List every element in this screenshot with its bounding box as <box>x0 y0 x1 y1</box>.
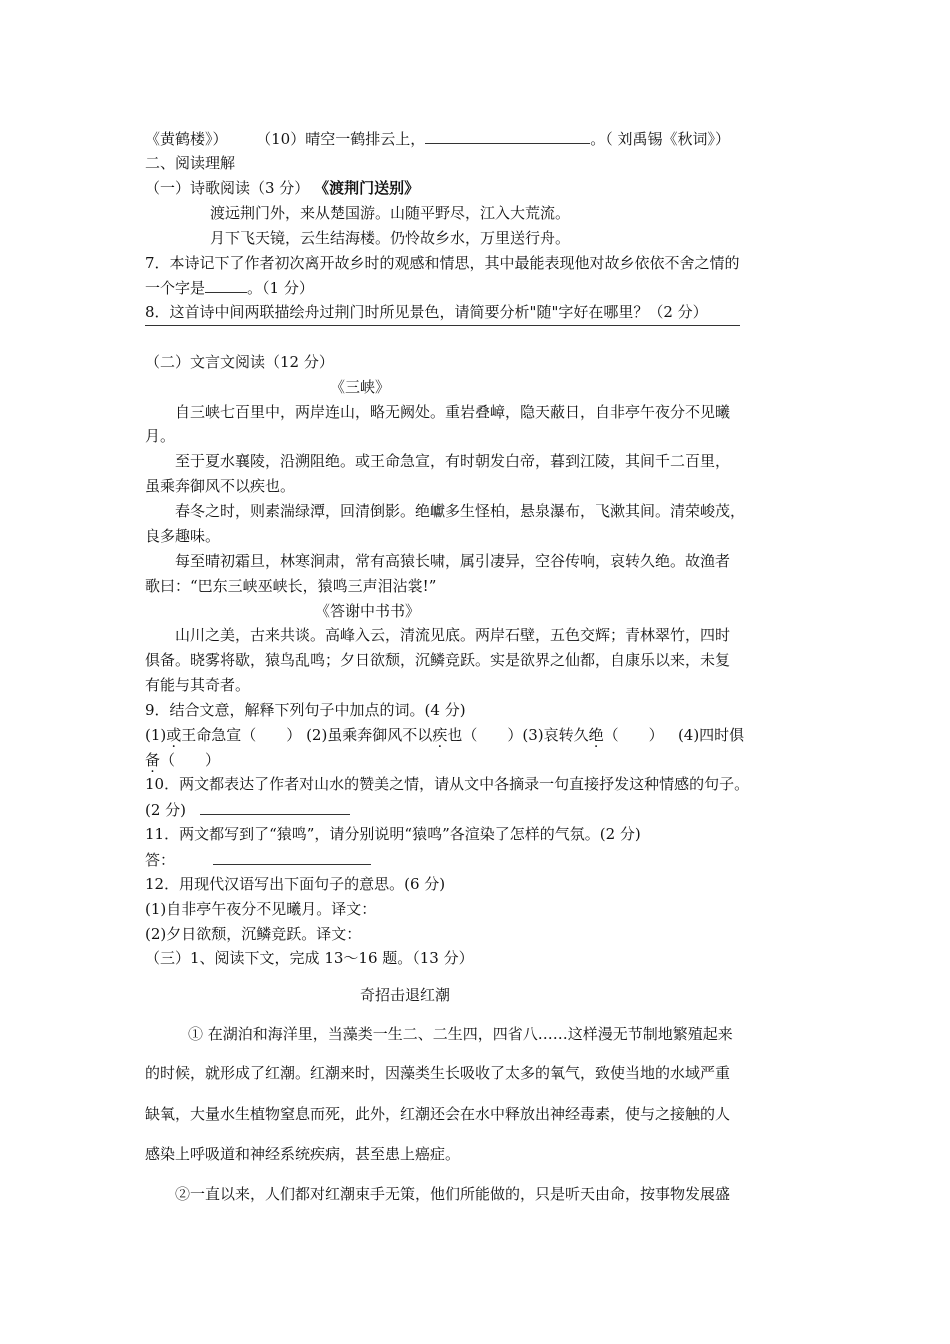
question-7: 7．本诗记下了作者初次离开故乡时的观感和情思，其中最能表现他对故乡依依不舍之情的 <box>145 254 740 272</box>
question-9-cont <box>145 750 220 770</box>
paragraph-line: 的时候，就形成了红潮。红潮来时，因藻类生长吸收了太多的氧气，致使当地的水域严重 <box>145 1064 731 1082</box>
text-fragment: 。（1 分） <box>247 279 314 297</box>
question-10: 10．两文都表达了作者对山水的赞美之情，请从文中各摘录一句直接抒发这种情感的句子。 <box>145 775 750 793</box>
answer-blank[interactable] <box>200 799 350 815</box>
poem-title: 《渡荆门送别》 <box>314 179 420 197</box>
text-fragment: 王命急宣（ ） <box>181 726 302 744</box>
text-fragment: 。（ 刘禹锡《秋词》） <box>590 130 730 148</box>
text-fragment: 也（ ） <box>447 726 523 744</box>
dotted-word: 或 <box>166 726 182 744</box>
paragraph-line: ① 在湖泊和海洋里，当藻类一生二、二生四，四省八……这样漫无节制地繁殖起来 <box>188 1025 733 1043</box>
question-12-1: (1)自非亭午夜分不见曦月。译文： <box>145 900 377 918</box>
paragraph-line: 每至晴初霜旦，林寒涧肃，常有高猿长啸，属引凄异，空谷传响，哀转久绝。故渔者 <box>175 552 731 570</box>
answer-blank[interactable] <box>213 849 371 865</box>
section-heading: 二、阅读理解 <box>145 154 236 172</box>
question-10-cont <box>145 799 350 820</box>
text-fragment: (3)哀转久 <box>522 726 589 744</box>
paragraph-line: 感染上呼吸道和神经系统疾病，甚至患上癌症。 <box>145 1145 461 1163</box>
paragraph-line: 山川之美，古来共谈。高峰入云，清流见底。两岸石壁，五色交辉；青林翠竹，四时 <box>175 626 731 644</box>
paragraph-line: 缺氧，大量水生植物窒息而死，此外，红潮还会在水中释放出神经毒素，使与之接触的人 <box>145 1105 731 1123</box>
paragraph-line: 虽乘奔御风不以疾也。 <box>145 477 296 495</box>
paragraph-line: ②一直以来，人们都对红潮束手无策，他们所能做的，只是听天由命，按事物发展盛 <box>175 1185 731 1203</box>
paragraph-line: 有能与其奇者。 <box>145 676 251 694</box>
answer-blank[interactable] <box>205 277 247 293</box>
answer-line[interactable] <box>145 325 740 326</box>
question-9: 9．结合文意，解释下列句子中加点的词。(4 分) <box>145 701 466 719</box>
text-fragment: （一）诗歌阅读（3 分） <box>145 179 310 197</box>
paragraph-line: 春冬之时，则素湍绿潭，回清倒影。绝巘多生怪柏，悬泉瀑布，飞漱其间。清荣峻茂， <box>175 502 746 520</box>
text-fragment: 答： <box>145 851 176 869</box>
text-fragment: （ ） <box>160 751 221 769</box>
question-11-answer <box>145 849 371 870</box>
section-heading: （三）1、阅读下文，完成 13～16 题。（13 分） <box>145 949 474 967</box>
poem-line: 月下飞天镜，云生结海楼。仍怜故乡水，万里送行舟。 <box>210 229 571 247</box>
line-poetry-fill <box>145 128 730 149</box>
dotted-word: 绝 <box>588 726 604 744</box>
text-fragment: 一个字是 <box>145 279 206 297</box>
text-title: 《答谢中书书》 <box>315 602 421 620</box>
paragraph-line: 至于夏水襄陵，沿溯阻绝。或王命急宣，有时朝发白帝，暮到江陵，其间千二百里， <box>175 452 731 470</box>
section-heading: （二）文言文阅读（12 分） <box>145 353 334 371</box>
question-7-cont <box>145 277 314 298</box>
question-12: 12．用现代汉语写出下面句子的意思。(6 分) <box>145 875 446 893</box>
poem-line: 渡远荆门外，来从楚国游。山随平野尽，江入大荒流。 <box>210 204 571 222</box>
paragraph-line: 月。 <box>145 427 176 445</box>
paragraph-line: 歌曰：“巴东三峡巫峡长，猿鸣三声泪沾裳!” <box>145 577 437 595</box>
question-12-2: (2)夕日欲颓，沉鳞竞跃。译文： <box>145 925 362 943</box>
text-fragment: (4)四时俱 <box>677 726 745 744</box>
poem-heading <box>145 178 419 198</box>
question-8: 8．这首诗中间两联描绘舟过荆门时所见景色，请简要分析"随"字好在哪里？（2 分） <box>145 303 708 321</box>
article-title: 奇招击退红潮 <box>360 986 451 1004</box>
text-fragment: （10）晴空一鹤排云上， <box>256 130 426 148</box>
paragraph-line: 良多趣味。 <box>145 527 221 545</box>
paragraph-line: 自三峡七百里中，两岸连山，略无阙处。重岩叠嶂，隐天蔽日，自非亭午夜分不见曦 <box>175 403 731 421</box>
text-fragment: 《黄鹤楼》） <box>145 130 228 148</box>
dotted-word: 疾 <box>432 726 448 744</box>
text-title: 《三峡》 <box>330 378 391 396</box>
question-9-items <box>145 725 744 745</box>
answer-blank[interactable] <box>425 128 590 144</box>
paragraph-line: 俱备。晓雾将歇，猿鸟乱鸣；夕日欲颓，沉鳞竞跃。实是欲界之仙都，自康乐以来，未复 <box>145 651 731 669</box>
dotted-word: 备 <box>145 751 161 769</box>
text-fragment: (2)虽乘奔御风不以 <box>306 726 433 744</box>
text-fragment: (1) <box>145 726 167 744</box>
text-fragment: （ ） <box>603 726 664 744</box>
text-fragment: (2 分) <box>145 801 187 819</box>
question-11: 11．两文都写到了“猿鸣”，请分别说明“猿鸣”各渲染了怎样的气氛。(2 分) <box>145 825 641 843</box>
